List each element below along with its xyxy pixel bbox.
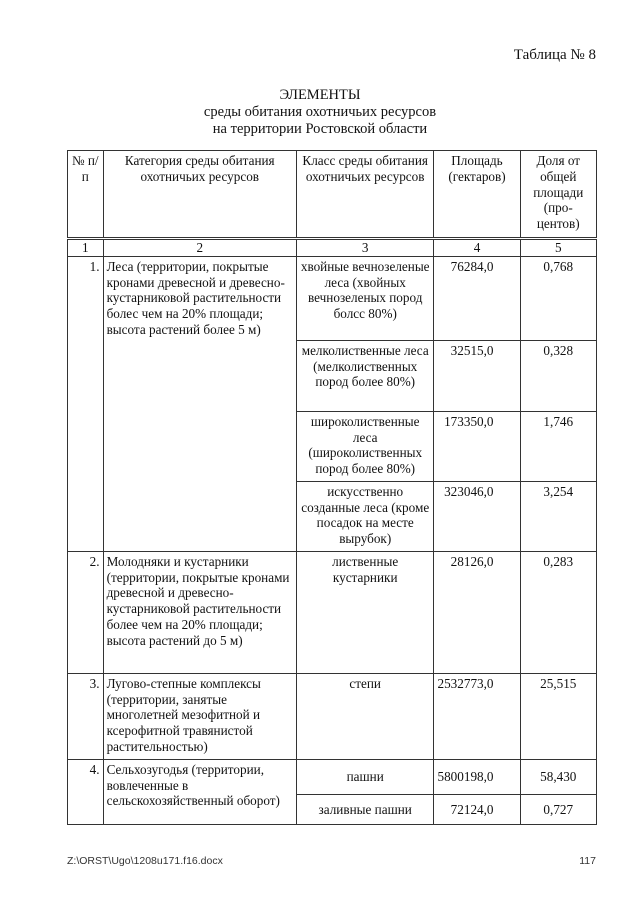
table-row xyxy=(68,551,597,673)
row-num: 3. xyxy=(68,673,104,759)
row-num: 1. xyxy=(68,256,104,551)
row-category: Сельхозугодья (территории, вовлеченные в сельскохозяйственный оборот) xyxy=(103,759,296,824)
row-area: 323046,0 xyxy=(434,481,520,551)
row-num: 2. xyxy=(68,551,104,673)
table-title: ЭЛЕМЕНТЫ xyxy=(279,87,361,103)
row-num: 4. xyxy=(68,759,104,824)
row-class: искусственно созданные леса (кроме посадок на месте вырубок) xyxy=(296,481,434,551)
header-category: Категория среды обитания охотничьих ресурсов xyxy=(103,151,296,239)
row-category: Лугово-степные комплексы (территории, занятые многолетней мезофитной и ксерофитной травянистой растительностью) xyxy=(103,673,296,759)
row-share: 0,328 xyxy=(520,340,596,411)
row-area: 5800198,0 xyxy=(434,759,520,794)
row-share: 0,768 xyxy=(520,256,596,340)
row-share: 58,430 xyxy=(520,759,596,794)
row-share: 0,727 xyxy=(520,794,596,824)
table-subtitle-line2: на территории Ростовской области xyxy=(212,121,428,137)
table-row xyxy=(68,759,597,794)
row-share: 1,746 xyxy=(520,411,596,481)
row-category: Молодняки и кустарники (территории, покрытые кронами древесной и древесно-кустарниковой растительности более чем на 20% площади; высота растений до 5 м) xyxy=(103,551,296,673)
table-row xyxy=(68,673,597,759)
row-class: лиственные кустарники xyxy=(296,551,434,673)
row-class: хвойные вечнозеленые леса (хвойных вечнозеленых пород болсс 80%) xyxy=(296,256,434,340)
column-number: 4 xyxy=(434,239,520,257)
header-share: Доля от общей площади (про-центов) xyxy=(520,151,596,239)
row-class: степи xyxy=(296,673,434,759)
habitat-table xyxy=(67,150,597,825)
column-number-row xyxy=(68,239,597,257)
row-area: 32515,0 xyxy=(434,340,520,411)
row-class: широколиственные леса (широколиственных пород более 80%) xyxy=(296,411,434,481)
page-number: 117 xyxy=(579,855,596,867)
row-share: 25,515 xyxy=(520,673,596,759)
row-area: 2532773,0 xyxy=(434,673,520,759)
row-class: пашни xyxy=(296,759,434,794)
table-subtitle-line1: среды обитания охотничьих ресурсов xyxy=(203,104,437,120)
row-class: мелколиственные леса (мелколиственных пород более 80%) xyxy=(296,340,434,411)
row-area: 173350,0 xyxy=(434,411,520,481)
row-area: 28126,0 xyxy=(434,551,520,673)
header-class: Класс среды обитания охотничьих ресурсов xyxy=(296,151,434,239)
table-row xyxy=(68,256,597,340)
row-share: 0,283 xyxy=(520,551,596,673)
header-num: № п/п xyxy=(68,151,104,239)
column-number: 1 xyxy=(68,239,104,257)
table-header-row xyxy=(68,151,597,239)
header-area: Площадь (гектаров) xyxy=(434,151,520,239)
column-number: 2 xyxy=(103,239,296,257)
column-number: 5 xyxy=(520,239,596,257)
row-category: Леса (территории, покрытые кронами древесной и древесно-кустарниковой растительности болес чем на 20% площади; высота растений более 5 м) xyxy=(103,256,296,551)
column-number: 3 xyxy=(296,239,434,257)
row-share: 3,254 xyxy=(520,481,596,551)
row-class: заливные пашни xyxy=(296,794,434,824)
file-path: Z:\ORST\Ugo\1208u171.f16.docx xyxy=(67,855,223,867)
row-area: 76284,0 xyxy=(434,256,520,340)
table-number: Таблица № 8 xyxy=(513,47,596,63)
row-area: 72124,0 xyxy=(434,794,520,824)
